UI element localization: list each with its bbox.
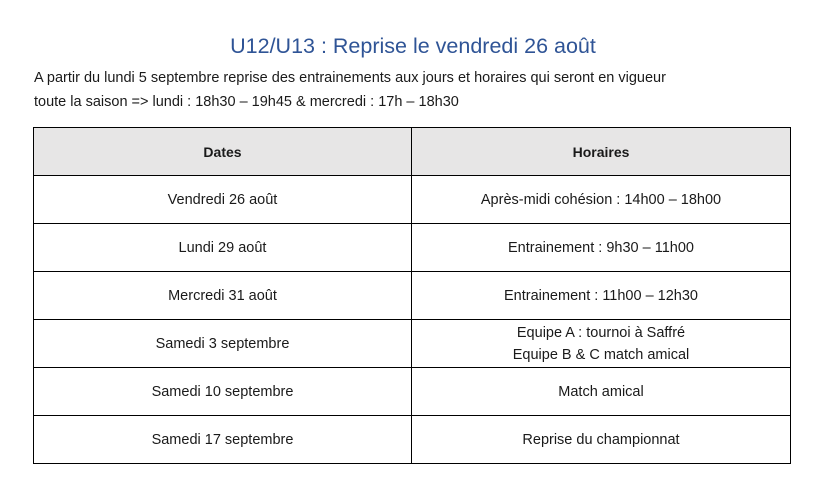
table-row	[34, 416, 791, 464]
date-cell: Samedi 17 septembre	[34, 416, 412, 464]
date-cell: Samedi 3 septembre	[34, 320, 412, 368]
horaire-cell	[412, 368, 791, 416]
intro-paragraph	[34, 66, 804, 114]
horaire-text: Match amical	[558, 383, 644, 400]
schedule-table	[33, 127, 791, 464]
horaire-text: Entrainement : 11h00 – 12h30	[503, 287, 698, 304]
horaire-cell	[412, 224, 791, 272]
date-cell: Lundi 29 août	[34, 224, 412, 272]
header-dates: Dates	[34, 128, 412, 176]
table-row	[34, 224, 791, 272]
date-cell: Vendredi 26 août	[34, 176, 412, 224]
header-row	[34, 128, 791, 176]
horaire-text: Equipe B & C match amical	[512, 346, 690, 363]
table-body	[34, 176, 791, 464]
horaire-cell	[412, 320, 791, 368]
date-cell: Mercredi 31 août	[34, 272, 412, 320]
table-header	[34, 128, 791, 176]
table-row	[34, 272, 791, 320]
horaire-text: Entrainement : 9h30 – 11h00	[508, 239, 694, 256]
horaire-cell	[412, 272, 791, 320]
header-horaires: Horaires	[412, 128, 791, 176]
horaire-cell	[412, 176, 791, 224]
horaire-cell	[412, 416, 791, 464]
horaire-text: Après-midi cohésion : 14h00 – 18h00	[480, 191, 722, 208]
intro-line-2: toute la saison => lundi : 18h30 – 19h45 & mercredi : 17h – 18h30	[34, 94, 459, 110]
page-title: U12/U13 : Reprise le vendredi 26 août	[230, 34, 596, 58]
horaire-text: Equipe A : tournoi à Saffré	[516, 324, 686, 341]
date-cell: Samedi 10 septembre	[34, 368, 412, 416]
horaire-text: Reprise du championnat	[522, 431, 680, 448]
table-row	[34, 176, 791, 224]
table-row	[34, 320, 791, 368]
intro-line-1: A partir du lundi 5 septembre reprise des entrainements aux jours et horaires qui seront en vigueur	[34, 70, 666, 86]
table-row	[34, 368, 791, 416]
